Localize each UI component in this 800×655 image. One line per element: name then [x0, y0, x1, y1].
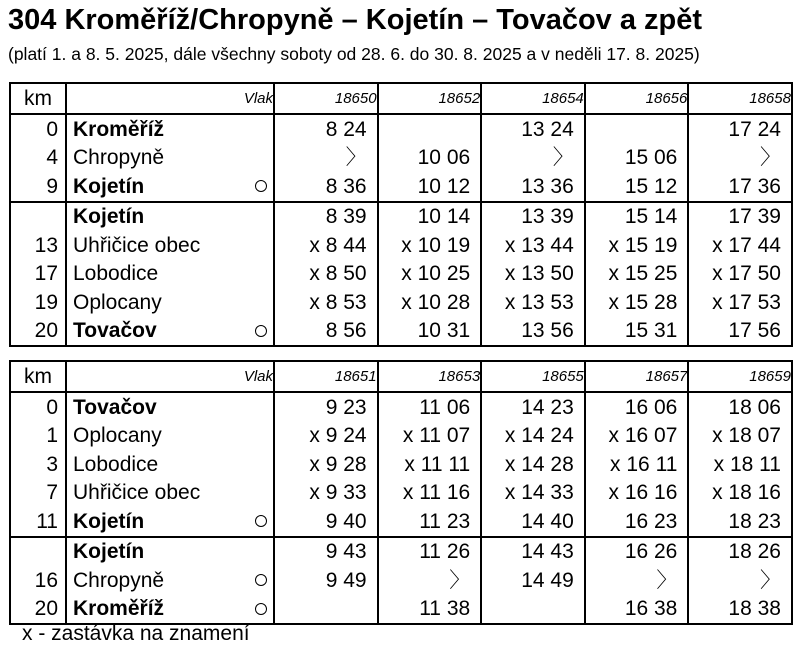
km-value: 9: [10, 172, 66, 202]
station-cell: [66, 202, 274, 232]
departure-time: [585, 114, 689, 144]
timetable-row: [10, 317, 792, 347]
departure-time: 18 38: [688, 595, 792, 625]
departure-time: 〉: [481, 144, 585, 173]
km-header: km: [10, 361, 66, 392]
timetable-row: [10, 507, 792, 537]
station-cell: [66, 392, 274, 422]
departure-time: 13 56: [481, 317, 585, 347]
departure-time: 17 56: [688, 317, 792, 347]
station-name: Uhřičice obec: [73, 233, 201, 257]
km-value: 0: [10, 114, 66, 144]
station-name: Chropyně: [73, 146, 165, 170]
departure-time: 15 12: [585, 172, 689, 202]
departure-time: 16 23: [585, 507, 689, 537]
station-name: Lobodice: [73, 452, 159, 476]
timetable-row: [10, 422, 792, 451]
timetable-row: [10, 537, 792, 567]
timetable-direction-1: [9, 82, 793, 347]
timetable-row: [10, 202, 792, 232]
km-value: 4: [10, 144, 66, 173]
station-cell: [66, 144, 274, 173]
departure-time: 8 24: [274, 114, 378, 144]
timetable-row: [10, 114, 792, 144]
km-header: km: [10, 83, 66, 114]
departure-time: x 8 44: [274, 231, 378, 260]
departure-time: 8 36: [274, 172, 378, 202]
departure-time: 13 36: [481, 172, 585, 202]
header-row: [10, 361, 792, 392]
station-name: Chropyně: [73, 568, 165, 592]
station-cell: [66, 114, 274, 144]
departure-time: 14 23: [481, 392, 585, 422]
departure-time: 16 06: [585, 392, 689, 422]
departure-time: 〉: [274, 144, 378, 173]
train-number: 18651: [274, 361, 378, 392]
timetable-row: [10, 288, 792, 317]
km-value: 7: [10, 479, 66, 508]
circle-icon: [255, 515, 267, 527]
departure-time: [274, 595, 378, 625]
station-name: Kroměříž: [73, 597, 165, 621]
departure-time: 11 06: [378, 392, 482, 422]
train-number: 18656: [585, 83, 689, 114]
station-name: Tovačov: [73, 395, 157, 419]
departure-time: x 15 28: [585, 288, 689, 317]
departure-time: x 18 11: [688, 450, 792, 479]
km-value: 11: [10, 507, 66, 537]
legend-note: x - zastávka na znamení: [22, 622, 250, 645]
validity-subtitle: (platí 1. a 8. 5. 2025, dále všechny soboty od 28. 6. do 30. 8. 2025 a v neděli 17. 8. 2025): [8, 44, 700, 64]
departure-time: x 8 53: [274, 288, 378, 317]
departure-time: [481, 595, 585, 625]
station-cell: [66, 595, 274, 625]
station-cell: [66, 450, 274, 479]
circle-icon: [255, 574, 267, 586]
train-number: 18657: [585, 361, 689, 392]
departure-time: 8 56: [274, 317, 378, 347]
timetable-row: [10, 595, 792, 625]
station-name: Oplocany: [73, 290, 162, 314]
station-name: Kojetín: [73, 205, 145, 229]
departure-time: 15 06: [585, 144, 689, 173]
timetable-direction-2: [9, 360, 793, 625]
departure-time: 10 12: [378, 172, 482, 202]
departure-time: 18 06: [688, 392, 792, 422]
station-name: Kojetín: [73, 509, 145, 533]
departure-time: x 18 07: [688, 422, 792, 451]
departure-time: x 11 16: [378, 479, 482, 508]
departure-time: x 15 25: [585, 260, 689, 289]
train-header-label: Vlak: [66, 83, 274, 114]
train-number: 18658: [688, 83, 792, 114]
departure-time: 15 14: [585, 202, 689, 232]
departure-time: 9 23: [274, 392, 378, 422]
departure-time: 9 49: [274, 566, 378, 595]
timetable-row: [10, 144, 792, 173]
km-value: 0: [10, 392, 66, 422]
station-name: Tovačov: [73, 319, 157, 343]
circle-icon: [255, 325, 267, 337]
station-cell: [66, 537, 274, 567]
departure-time: x 17 44: [688, 231, 792, 260]
timetable-row: [10, 392, 792, 422]
station-name: Kojetín: [73, 174, 145, 198]
departure-time: x 9 28: [274, 450, 378, 479]
timetable-row: [10, 231, 792, 260]
departure-time: 16 38: [585, 595, 689, 625]
station-cell: [66, 566, 274, 595]
departure-time: 17 36: [688, 172, 792, 202]
departure-time: 14 49: [481, 566, 585, 595]
departure-time: x 13 50: [481, 260, 585, 289]
page-title: 304 Kroměříž/Chropyně – Kojetín – Tovačov a zpět: [8, 4, 703, 36]
departure-time: 〉: [378, 566, 482, 595]
station-cell: [66, 260, 274, 289]
train-number: 18650: [274, 83, 378, 114]
station-cell: [66, 288, 274, 317]
departure-time: 18 23: [688, 507, 792, 537]
station-name: Kroměříž: [73, 117, 165, 141]
km-value: 20: [10, 317, 66, 347]
departure-time: x 15 19: [585, 231, 689, 260]
departure-time: x 16 16: [585, 479, 689, 508]
station-name: Lobodice: [73, 262, 159, 286]
departure-time: 〉: [585, 566, 689, 595]
departure-time: 17 39: [688, 202, 792, 232]
station-cell: [66, 479, 274, 508]
train-number: 18659: [688, 361, 792, 392]
departure-time: 8 39: [274, 202, 378, 232]
departure-time: 11 26: [378, 537, 482, 567]
km-value: 3: [10, 450, 66, 479]
departure-time: 9 43: [274, 537, 378, 567]
km-value: 20: [10, 595, 66, 625]
km-value: [10, 537, 66, 567]
departure-time: x 9 24: [274, 422, 378, 451]
departure-time: x 14 28: [481, 450, 585, 479]
departure-time: x 10 19: [378, 231, 482, 260]
km-value: 13: [10, 231, 66, 260]
km-value: 19: [10, 288, 66, 317]
departure-time: 15 31: [585, 317, 689, 347]
departure-time: 〉: [688, 144, 792, 173]
departure-time: 11 38: [378, 595, 482, 625]
timetable-row: [10, 260, 792, 289]
timetable-row: [10, 566, 792, 595]
departure-time: 18 26: [688, 537, 792, 567]
departure-time: x 13 44: [481, 231, 585, 260]
departure-time: 13 39: [481, 202, 585, 232]
departure-time: x 16 11: [585, 450, 689, 479]
station-cell: [66, 507, 274, 537]
km-value: 17: [10, 260, 66, 289]
station-cell: [66, 422, 274, 451]
timetable-row: [10, 450, 792, 479]
departure-time: 〉: [688, 566, 792, 595]
station-cell: [66, 231, 274, 260]
train-number: 18652: [378, 83, 482, 114]
departure-time: 14 40: [481, 507, 585, 537]
departure-time: 10 31: [378, 317, 482, 347]
departure-time: 13 24: [481, 114, 585, 144]
station-cell: [66, 172, 274, 202]
departure-time: x 9 33: [274, 479, 378, 508]
departure-time: x 16 07: [585, 422, 689, 451]
timetable-row: [10, 172, 792, 202]
departure-time: x 14 24: [481, 422, 585, 451]
train-header-label: Vlak: [66, 361, 274, 392]
station-cell: [66, 317, 274, 347]
header-row: [10, 83, 792, 114]
departure-time: 9 40: [274, 507, 378, 537]
departure-time: x 8 50: [274, 260, 378, 289]
departure-time: x 11 07: [378, 422, 482, 451]
train-number: 18653: [378, 361, 482, 392]
departure-time: 11 23: [378, 507, 482, 537]
circle-icon: [255, 603, 267, 615]
train-number: 18655: [481, 361, 585, 392]
km-value: 1: [10, 422, 66, 451]
departure-time: x 10 28: [378, 288, 482, 317]
departure-time: 14 43: [481, 537, 585, 567]
departure-time: x 17 50: [688, 260, 792, 289]
station-name: Uhřičice obec: [73, 481, 201, 505]
departure-time: x 10 25: [378, 260, 482, 289]
departure-time: x 14 33: [481, 479, 585, 508]
departure-time: [378, 114, 482, 144]
station-name: Oplocany: [73, 424, 162, 448]
circle-icon: [255, 180, 267, 192]
km-value: [10, 202, 66, 232]
departure-time: 10 14: [378, 202, 482, 232]
timetable-row: [10, 479, 792, 508]
departure-time: 16 26: [585, 537, 689, 567]
departure-time: 10 06: [378, 144, 482, 173]
station-name: Kojetín: [73, 540, 145, 564]
train-number: 18654: [481, 83, 585, 114]
departure-time: x 18 16: [688, 479, 792, 508]
departure-time: x 11 11: [378, 450, 482, 479]
departure-time: 17 24: [688, 114, 792, 144]
km-value: 16: [10, 566, 66, 595]
departure-time: x 13 53: [481, 288, 585, 317]
departure-time: x 17 53: [688, 288, 792, 317]
